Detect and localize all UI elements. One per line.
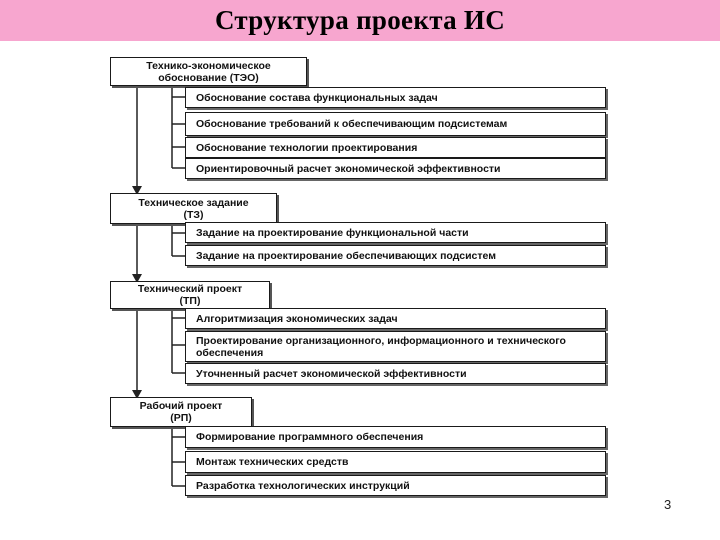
task-box (185, 475, 606, 496)
task-box (185, 308, 606, 329)
stage-teo-line2: обоснование (ТЭО) (158, 71, 259, 84)
task-box (185, 158, 606, 179)
task-box (185, 112, 606, 136)
task-label: Формирование программного обеспечения (196, 431, 424, 443)
task-label: Задание на проектирование функциональной части (196, 226, 469, 239)
stage-teo-line1: Технико-экономическое (146, 59, 271, 72)
stage-tp (110, 281, 270, 309)
task-box (185, 331, 606, 362)
stage-tz-line1: Техническое задание (138, 196, 249, 209)
task-box (185, 451, 606, 473)
stage-tp-line2: (ТП) (179, 295, 201, 307)
stage-teo (110, 57, 307, 86)
task-box (185, 363, 606, 384)
stage-rp (110, 397, 252, 427)
task-label: Разработка технологических инструкций (196, 479, 410, 492)
stage-tz-line2: (ТЗ) (183, 208, 204, 221)
stage-tp-line1: Технический проект (137, 283, 243, 295)
task-label: Уточненный расчет экономической эффективности (196, 367, 467, 380)
task-box (185, 426, 606, 448)
stage-rp-line2: (РП) (170, 412, 192, 424)
task-box (185, 245, 606, 266)
task-label: Задание на проектирование обеспечивающих подсистем (196, 249, 496, 262)
task-box (185, 222, 606, 243)
page-number: 3 (664, 497, 672, 512)
page-title: Структура проекта ИС (214, 5, 506, 35)
task-label: Обоснование требований к обеспечивающим подсистемам (196, 118, 508, 130)
task-box (185, 87, 606, 108)
task-label: Алгоритмизация экономических задач (196, 312, 398, 325)
task-label: Монтаж технических средств (196, 456, 349, 468)
stage-tz (110, 193, 277, 224)
stage-rp-line1: Рабочий проект (139, 400, 223, 412)
task-label: Обоснование технологии проектирования (196, 141, 418, 154)
task-label: Проектирование организационного, информационного и технического обеспечения (196, 334, 566, 359)
task-box (185, 137, 606, 158)
task-label: Ориентировочный расчет экономической эффективности (196, 162, 501, 175)
task-label: Обоснование состава функциональных задач (196, 91, 438, 104)
